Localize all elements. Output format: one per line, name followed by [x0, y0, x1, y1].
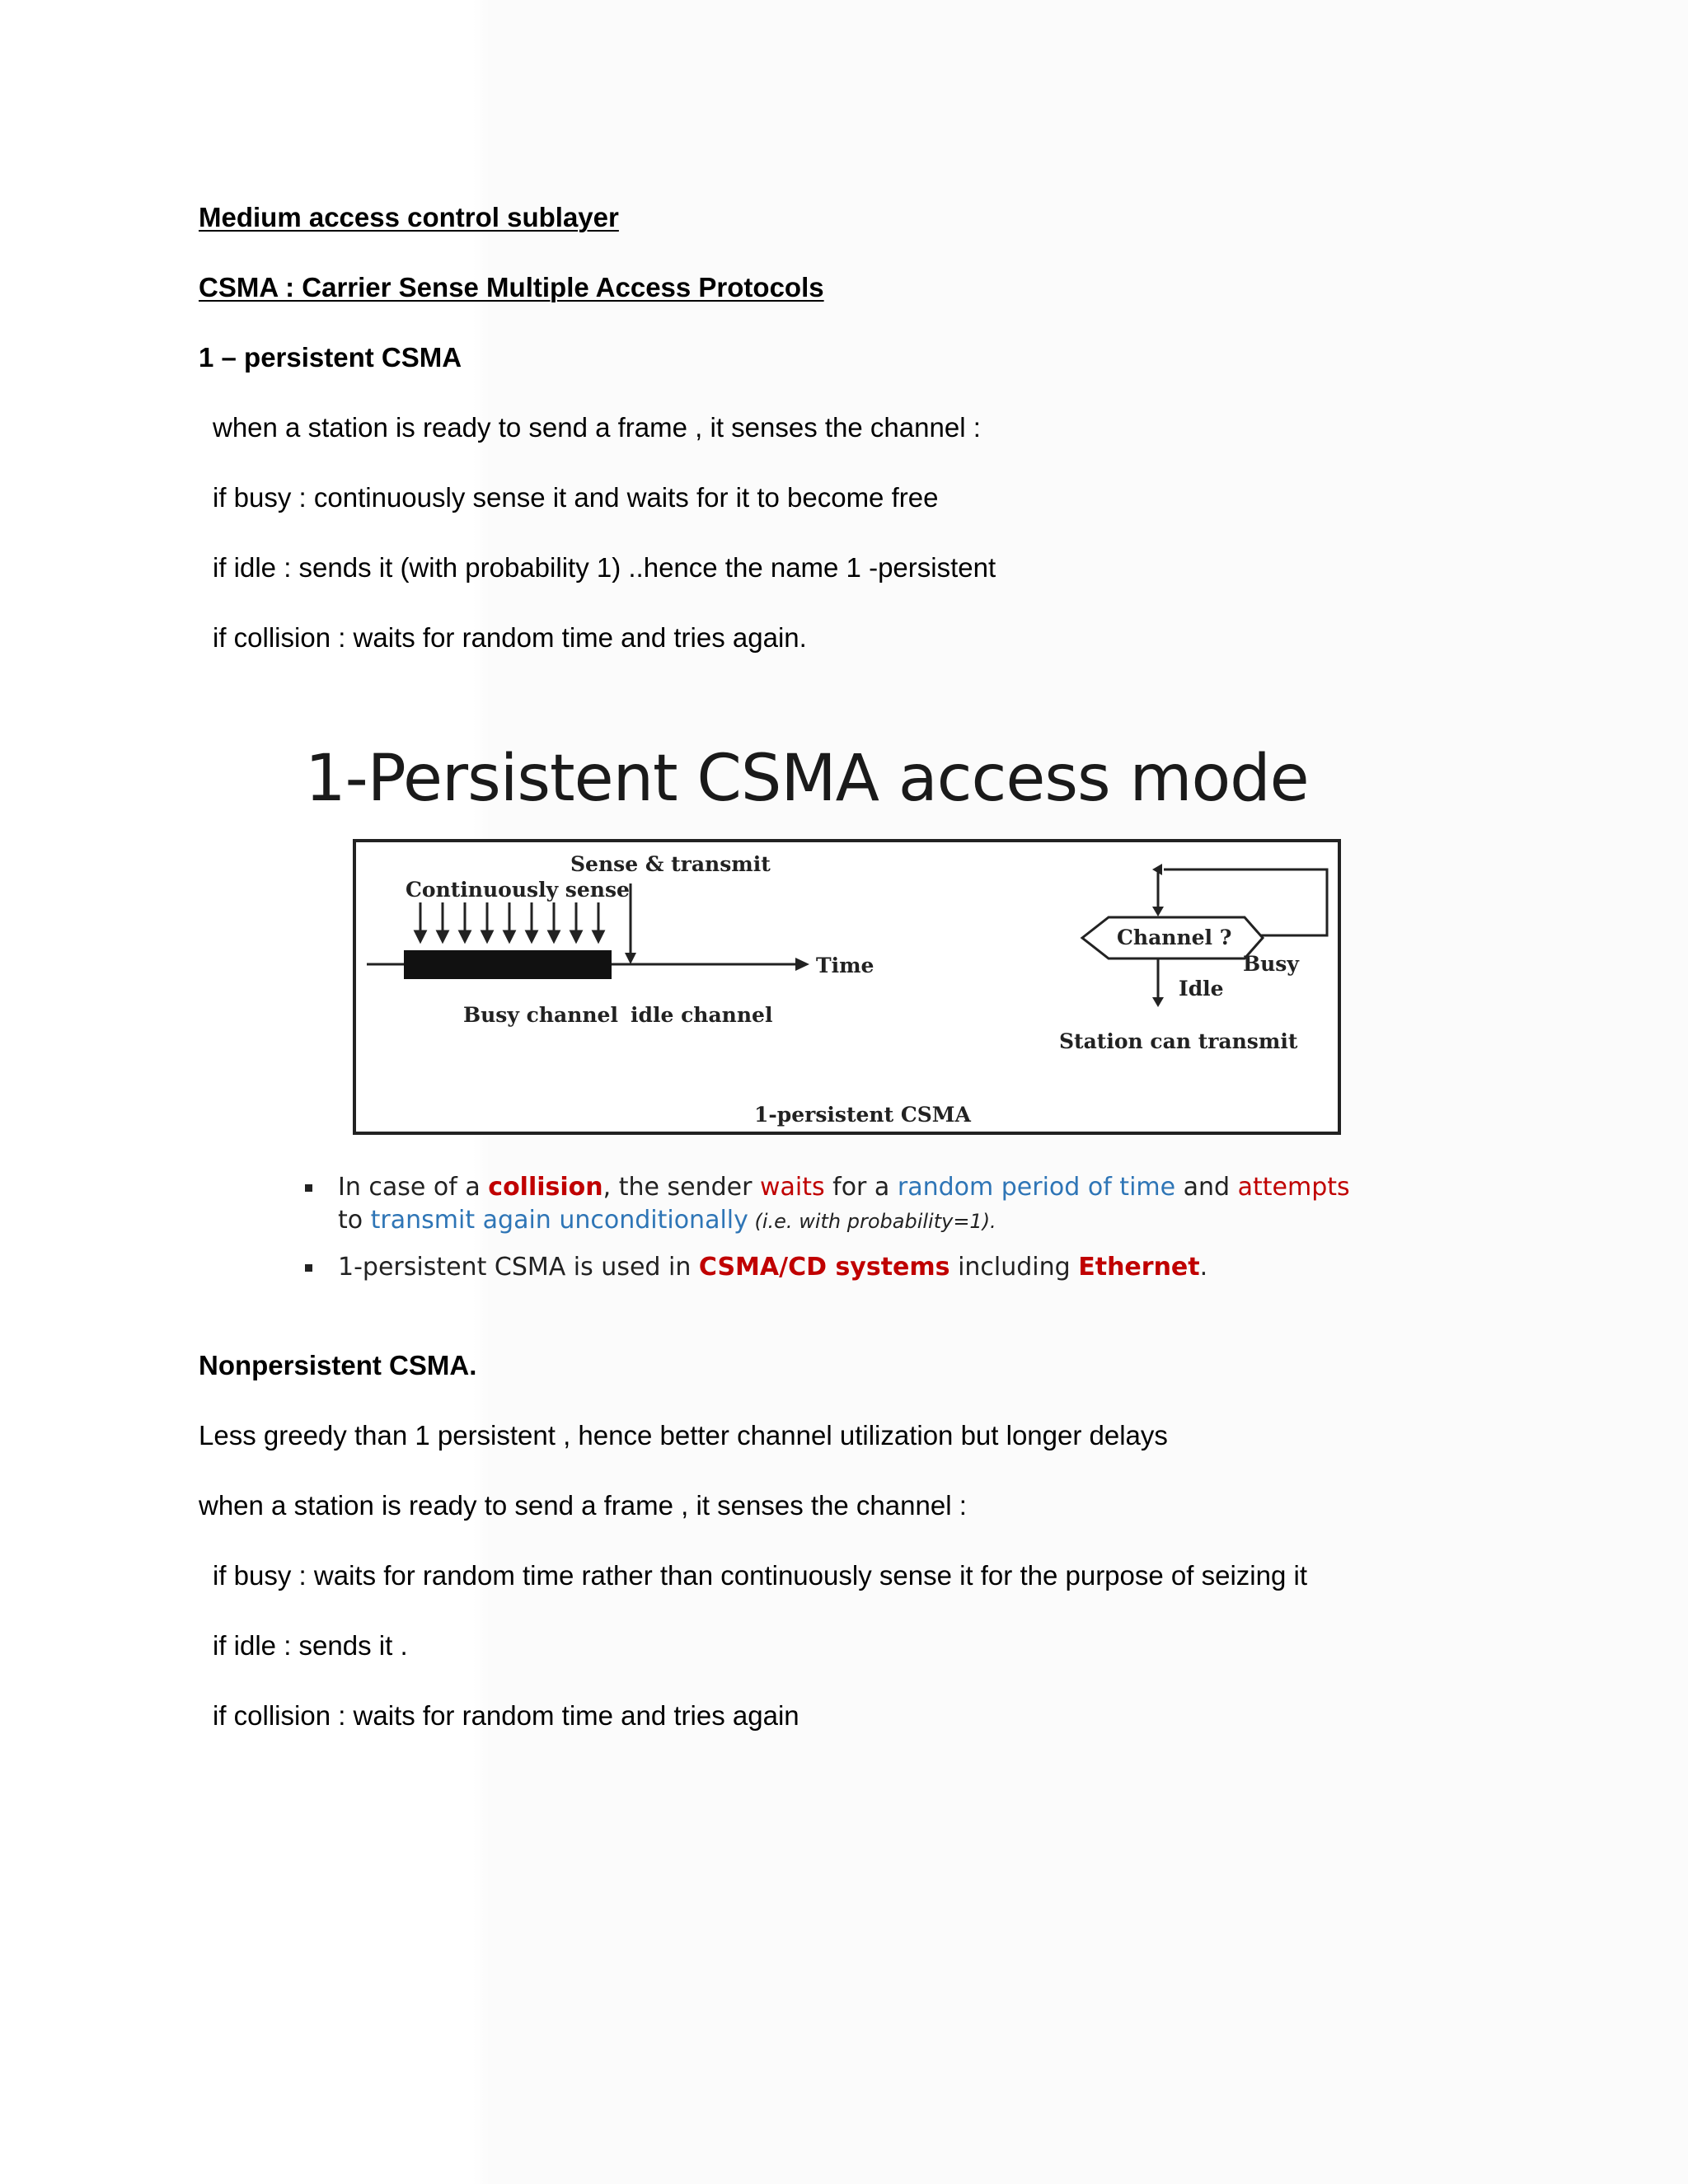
figure-title: 1-Persistent CSMA access mode [305, 742, 1309, 816]
label-station-can-transmit: Station can transmit [1059, 1029, 1298, 1053]
label-busy: Busy [1243, 952, 1299, 976]
heading-medium-access: Medium access control sublayer [199, 202, 619, 232]
bullet-marker [305, 1184, 312, 1192]
bullet-text: for a [824, 1173, 898, 1202]
paragraph-line: if collision : waits for random time and tries again. [213, 622, 807, 653]
figure-bullet-2 [338, 1251, 1207, 1284]
bullet-highlight: collision [488, 1173, 603, 1202]
bullet-highlight: transmit again unconditionally [370, 1206, 748, 1235]
paragraph-line: if busy : continuously sense it and waits for it to become free [213, 482, 939, 513]
busy-channel-bar [404, 950, 612, 979]
label-caption: 1-persistent CSMA [754, 1103, 971, 1127]
paragraph-line: when a station is ready to send a frame , it senses the channel : [199, 1490, 967, 1521]
bullet-text: to [338, 1206, 371, 1235]
bullet-highlight: attempts [1237, 1173, 1350, 1202]
label-channel: Channel ? [1117, 926, 1232, 949]
bullet-highlight: Ethernet [1078, 1253, 1200, 1282]
section-title-nonpersistent: Nonpersistent CSMA. [199, 1350, 477, 1380]
bullet-note: (i.e. with probability=1). [748, 1210, 996, 1233]
bullet-highlight: random period of time [897, 1173, 1176, 1202]
bullet-highlight: CSMA/CD systems [698, 1253, 950, 1282]
bullet-highlight: waits [759, 1173, 825, 1202]
label-time: Time [816, 954, 874, 977]
bullet-text: 1-persistent CSMA is used in [338, 1253, 699, 1282]
label-sense-transmit: Sense & transmit [570, 852, 771, 876]
label-idle: Idle [1179, 977, 1224, 1001]
heading-csma: CSMA : Carrier Sense Multiple Access Protocols [199, 272, 824, 302]
section-title-1-persistent: 1 – persistent CSMA [199, 342, 462, 373]
paragraph-line: if idle : sends it . [213, 1630, 408, 1661]
paragraph-line: Less greedy than 1 persistent , hence better channel utilization but longer delays [199, 1420, 1168, 1451]
label-idle-channel: idle channel [631, 1003, 773, 1027]
bullet-text: , the sender [603, 1173, 760, 1202]
label-continuously-sense: Continuously sense [406, 878, 630, 902]
bullet-text: . [1199, 1253, 1208, 1282]
figure-bullet-1-line-1 [338, 1171, 1350, 1204]
paragraph-line: if busy : waits for random time rather than continuously sense it for the purpose of seizing it [213, 1560, 1307, 1591]
bullet-text: including [950, 1253, 1079, 1282]
label-busy-channel: Busy channel [463, 1003, 618, 1027]
paragraph-line: when a station is ready to send a frame , it senses the channel : [213, 412, 981, 443]
bullet-text: and [1175, 1173, 1238, 1202]
sense-arrows [415, 902, 603, 941]
paragraph-line: if collision : waits for random time and tries again [213, 1700, 799, 1731]
paragraph-line: if idle : sends it (with probability 1) ..hence the name 1 -persistent [213, 552, 996, 583]
bullet-marker [305, 1264, 312, 1272]
figure-bullet-1-line-2 [338, 1204, 996, 1238]
csma-diagram [346, 832, 1352, 1146]
bullet-text: In case of a [338, 1173, 489, 1202]
